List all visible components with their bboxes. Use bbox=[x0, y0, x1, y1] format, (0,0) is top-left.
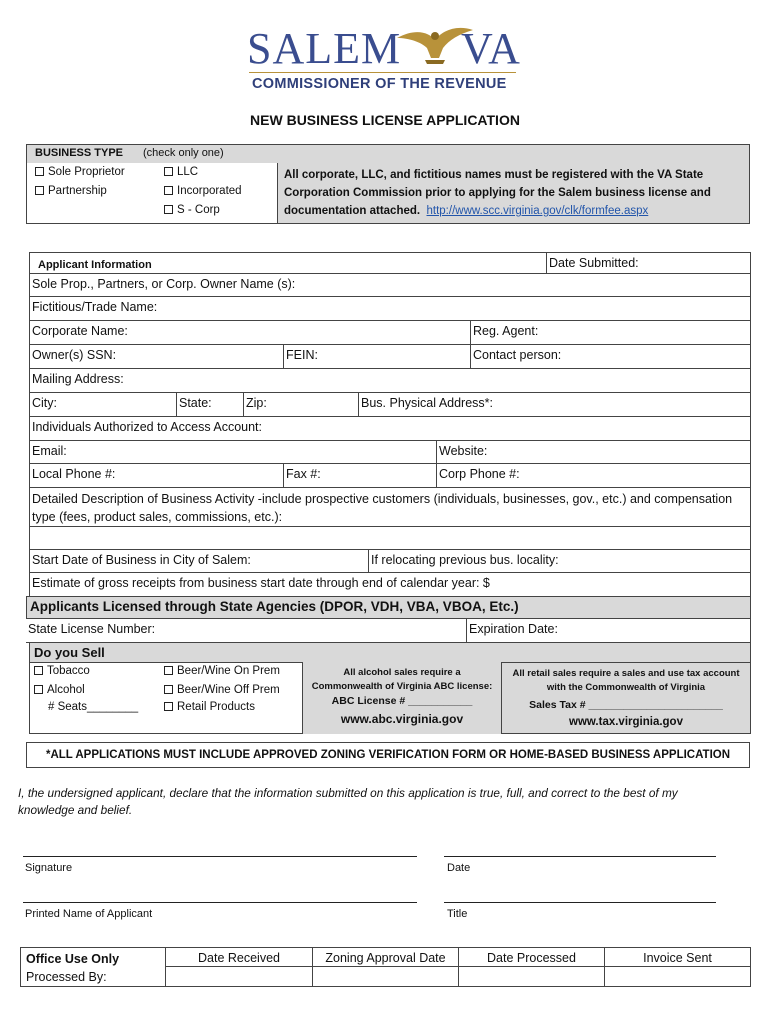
scc-link[interactable]: http://www.scc.virginia.gov/clk/formfee.aspx bbox=[426, 205, 649, 217]
printed-name-label: Printed Name of Applicant bbox=[25, 908, 153, 920]
mailing-address-field[interactable]: Mailing Address: bbox=[29, 368, 751, 393]
start-date-field[interactable]: Start Date of Business in City of Salem: bbox=[29, 549, 369, 573]
business-type-heading: BUSINESS TYPE bbox=[35, 147, 124, 159]
email-field[interactable]: Email: bbox=[29, 440, 437, 464]
date-line[interactable] bbox=[444, 856, 716, 857]
tax-website: www.tax.virginia.gov bbox=[569, 716, 683, 728]
form-title: NEW BUSINESS LICENSE APPLICATION bbox=[250, 112, 520, 128]
sell-heading: Do you Sell bbox=[29, 642, 751, 663]
title-label: Title bbox=[447, 908, 468, 920]
declaration bbox=[18, 785, 763, 819]
tax-note: with the Commonwealth of Virginia bbox=[546, 682, 706, 693]
expiration-date-field[interactable]: Expiration Date: bbox=[466, 618, 751, 643]
invoice-sent-column: Invoice Sent bbox=[604, 947, 751, 987]
applicant-heading: Applicant Information bbox=[29, 252, 547, 274]
option-retail-products[interactable]: Retail Products bbox=[164, 701, 255, 713]
date-received-column: Date Received bbox=[165, 947, 313, 987]
corp-phone-field[interactable]: Corp Phone #: bbox=[436, 463, 751, 488]
option-sole-proprietor[interactable]: Sole Proprietor bbox=[35, 166, 125, 178]
tax-note: All retail sales require a sales and use tax account bbox=[512, 668, 740, 679]
business-description-field[interactable] bbox=[29, 487, 751, 527]
state-field[interactable]: State: bbox=[176, 392, 244, 417]
logo-subtitle: COMMISSIONER OF THE REVENUE bbox=[252, 76, 507, 92]
checkbox[interactable] bbox=[34, 685, 43, 694]
option-alcohol[interactable]: Alcohol bbox=[34, 684, 85, 696]
local-phone-field[interactable]: Local Phone #: bbox=[29, 463, 284, 488]
owner-ssn-field[interactable]: Owner(s) SSN: bbox=[29, 344, 284, 369]
reg-agent-field[interactable]: Reg. Agent: bbox=[470, 320, 751, 345]
column-row-divider bbox=[605, 966, 750, 967]
authorized-individuals-field[interactable]: Individuals Authorized to Access Account: bbox=[29, 416, 751, 441]
abc-license-box bbox=[302, 662, 502, 734]
business-type-note: (check only one) bbox=[143, 147, 224, 159]
checkbox[interactable] bbox=[164, 186, 173, 195]
checkbox[interactable] bbox=[35, 186, 44, 195]
abc-license-field[interactable]: ABC License # ___________ bbox=[331, 695, 473, 707]
description-line: Detailed Description of Business Activity -include prospective customers (individuals, businesses, gov., etc.) and compensation bbox=[32, 492, 733, 506]
business-description-blank[interactable] bbox=[29, 526, 751, 550]
option-tobacco[interactable]: Tobacco bbox=[34, 665, 90, 677]
column-row-divider bbox=[166, 966, 312, 967]
physical-address-field[interactable]: Bus. Physical Address*: bbox=[358, 392, 751, 417]
logo-va: VA bbox=[461, 24, 521, 73]
option-incorporated[interactable]: Incorporated bbox=[164, 185, 242, 197]
state-licensed-heading: Applicants Licensed through State Agencies (DPOR, VDH, VBA, VBOA, Etc.) bbox=[26, 596, 751, 619]
sales-tax-box bbox=[502, 662, 751, 734]
zip-field[interactable]: Zip: bbox=[243, 392, 359, 417]
office-use-heading bbox=[20, 947, 166, 987]
fein-field[interactable]: FEIN: bbox=[283, 344, 471, 369]
checkbox[interactable] bbox=[164, 685, 173, 694]
zoning-approval-column: Zoning Approval Date bbox=[312, 947, 459, 987]
notice-line: Corporation Commission prior to applying for the Salem business license and bbox=[284, 187, 711, 199]
option-beer-wine-off-prem[interactable]: Beer/Wine Off Prem bbox=[164, 684, 280, 696]
trade-name-field[interactable]: Fictitious/Trade Name: bbox=[29, 296, 751, 321]
checkbox[interactable] bbox=[164, 666, 173, 675]
option-s-corp[interactable]: S - Corp bbox=[164, 204, 220, 216]
checkbox[interactable] bbox=[164, 205, 173, 214]
state-license-number-field[interactable]: State License Number: bbox=[26, 618, 467, 643]
abc-note: Commonwealth of Virginia ABC license: bbox=[311, 681, 493, 692]
printed-name-line[interactable] bbox=[23, 902, 417, 903]
checkbox[interactable] bbox=[35, 167, 44, 176]
office-use-title: Office Use Only bbox=[26, 952, 120, 966]
option-beer-wine-on-prem[interactable]: Beer/Wine On Prem bbox=[164, 665, 280, 677]
date-processed-column: Date Processed bbox=[458, 947, 605, 987]
fax-field[interactable]: Fax #: bbox=[283, 463, 437, 488]
city-field[interactable]: City: bbox=[29, 392, 177, 417]
abc-note: All alcohol sales require a bbox=[343, 667, 461, 678]
checkbox[interactable] bbox=[164, 167, 173, 176]
option-llc[interactable]: LLC bbox=[164, 166, 198, 178]
description-line: type (fees, product sales, commissions, etc.): bbox=[32, 510, 283, 524]
checkbox[interactable] bbox=[164, 702, 173, 711]
corporate-name-field[interactable]: Corporate Name: bbox=[29, 320, 471, 345]
notice-line: documentation attached. http://www.scc.virginia.gov/clk/formfee.aspx bbox=[284, 205, 649, 217]
signature-line[interactable] bbox=[23, 856, 417, 857]
title-line[interactable] bbox=[444, 902, 716, 903]
logo-salem: SALEM bbox=[247, 24, 402, 73]
contact-person-field[interactable]: Contact person: bbox=[470, 344, 751, 369]
column-row-divider bbox=[459, 966, 604, 967]
zoning-notice: *ALL APPLICATIONS MUST INCLUDE APPROVED ZONING VERIFICATION FORM OR HOME-BASED BUSINESS APPLICATION bbox=[26, 742, 750, 768]
notice-line: All corporate, LLC, and fictitious names must be registered with the VA State bbox=[284, 169, 704, 181]
option-partnership[interactable]: Partnership bbox=[35, 185, 107, 197]
processed-by-label: Processed By: bbox=[26, 970, 107, 984]
date-submitted-field[interactable]: Date Submitted: bbox=[546, 252, 751, 274]
owner-name-field[interactable]: Sole Prop., Partners, or Corp. Owner Name (s): bbox=[29, 273, 751, 297]
website-field[interactable]: Website: bbox=[436, 440, 751, 464]
declaration-line: knowledge and belief. bbox=[18, 803, 133, 817]
sales-tax-field[interactable]: Sales Tax # _______________________ bbox=[529, 699, 723, 711]
checkbox[interactable] bbox=[34, 666, 43, 675]
relocating-field[interactable]: If relocating previous bus. locality: bbox=[368, 549, 751, 573]
seats-field[interactable]: # Seats________ bbox=[48, 701, 139, 713]
date-label: Date bbox=[447, 862, 471, 874]
business-type-notice bbox=[277, 163, 750, 223]
logo-divider bbox=[249, 72, 516, 73]
column-row-divider bbox=[313, 966, 458, 967]
declaration-line: I, the undersigned applicant, declare that the information submitted on this application is true, full, and correct to the best of my bbox=[18, 786, 678, 800]
signature-label: Signature bbox=[25, 862, 73, 874]
gross-receipts-field[interactable]: Estimate of gross receipts from business start date through end of calendar year: $ bbox=[29, 572, 751, 597]
abc-website: www.abc.virginia.gov bbox=[340, 712, 464, 726]
